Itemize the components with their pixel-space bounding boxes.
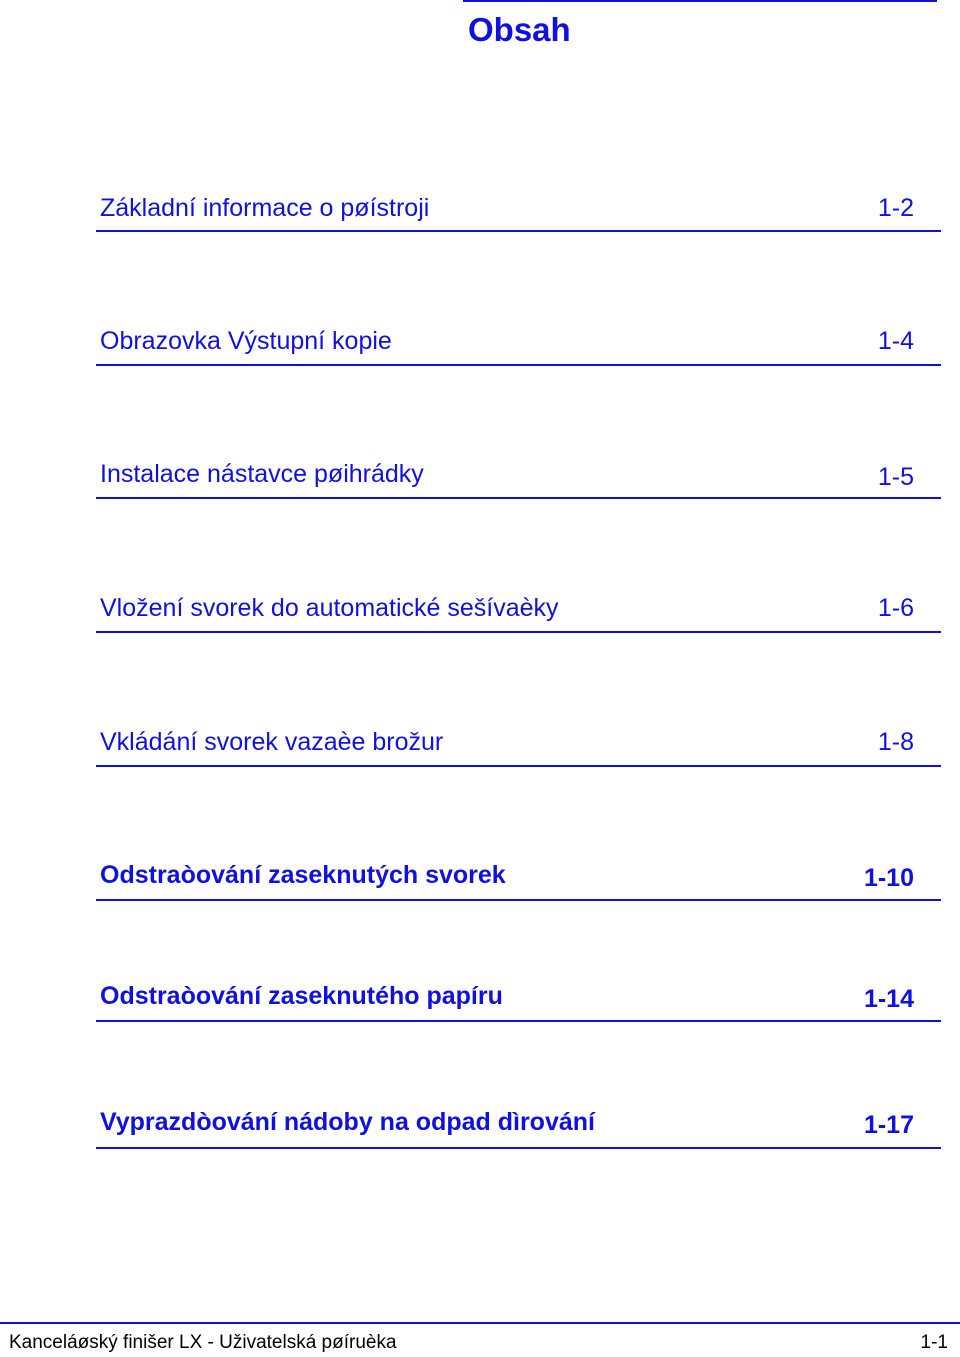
toc-entry-label: Odstraòování zaseknutých svorek: [100, 861, 506, 889]
toc-entry-page-number: 1-14: [863, 985, 914, 1013]
toc-entry-label: Vyprazdòování nádoby na odpad dìrování: [100, 1108, 595, 1136]
toc-entry[interactable]: [96, 1104, 941, 1149]
toc-entry-label: Obrazovka Výstupní kopie: [100, 327, 392, 355]
toc-entry[interactable]: [96, 724, 941, 767]
title-top-rule: [463, 0, 937, 2]
toc-entry[interactable]: [96, 323, 941, 366]
toc-entry[interactable]: [96, 456, 941, 499]
toc-entry-page-number: 1-5: [877, 463, 914, 491]
toc-entry-label: Základní informace o pøístroji: [100, 194, 430, 222]
page-title: Obsah: [468, 11, 571, 48]
toc-entry-page-number: 1-8: [877, 728, 914, 756]
footer-text: Kanceláøský finišer LX - Uživatelská pøíruèka: [9, 1332, 397, 1353]
toc-entry-page-number: 1-2: [877, 194, 914, 222]
toc-entry-page-number: 1-6: [877, 594, 914, 622]
toc-entry-label: Instalace nástavce pøihrádky: [100, 460, 424, 488]
toc-entry-label: Vložení svorek do automatické sešívaèky: [100, 594, 559, 622]
toc-entry[interactable]: [96, 978, 941, 1022]
toc-entry[interactable]: [96, 190, 941, 232]
toc-entry[interactable]: [96, 857, 941, 901]
toc-entry-label: Vkládání svorek vazaèe brožur: [100, 728, 444, 756]
toc-entry-label: Odstraòování zaseknutého papíru: [100, 982, 503, 1010]
toc-entry[interactable]: [96, 590, 941, 633]
toc-entry-page-number: 1-4: [877, 327, 914, 355]
footer-page-number: 1-1: [920, 1332, 948, 1353]
toc-entry-page-number: 1-17: [863, 1111, 914, 1139]
footer-rule: [0, 1322, 960, 1324]
toc-entry-page-number: 1-10: [863, 864, 914, 892]
